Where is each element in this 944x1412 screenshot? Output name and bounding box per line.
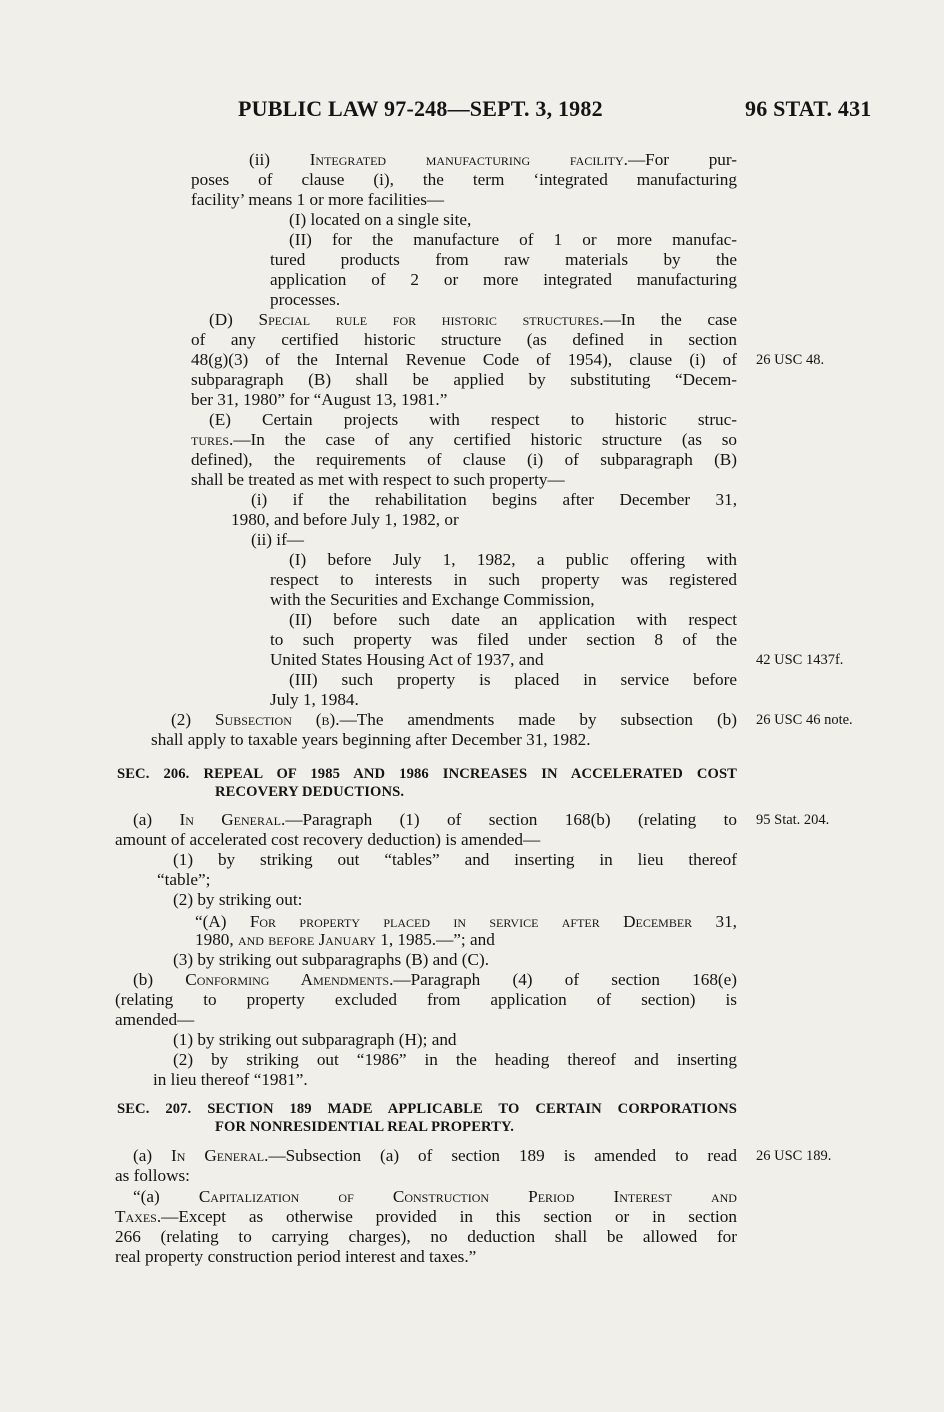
- margin-citation: 26 USC 46 note.: [756, 712, 853, 728]
- text-line: facility’ means 1 or more facilities—: [191, 190, 445, 209]
- text-line: tures.—In the case of any certified historic structure (as so: [191, 430, 737, 449]
- text-line: “table”;: [157, 870, 211, 889]
- text-line: SEC. 207. SECTION 189 MADE APPLICABLE TO CERTAIN CORPORATIONS: [117, 1101, 737, 1117]
- text-line: (a) In General.—Paragraph (1) of section 168(b) (relating to: [133, 810, 737, 829]
- text-line: (ii) Integrated manufacturing facility.—For pur-: [249, 150, 737, 169]
- text-line: ber 31, 1980” for “August 13, 1981.”: [191, 390, 448, 409]
- text-line: 1980, and before July 1, 1982, or: [231, 510, 459, 529]
- text-line: SEC. 206. REPEAL OF 1985 AND 1986 INCREASES IN ACCELERATED COST: [117, 766, 737, 782]
- text-line: (I) before July 1, 1982, a public offering with: [289, 550, 737, 569]
- running-head-title: PUBLIC LAW 97-248—SEPT. 3, 1982: [238, 96, 603, 121]
- text-line: of any certified historic structure (as defined in section: [191, 330, 737, 349]
- text-line: (a) In General.—Subsection (a) of section 189 is amended to read: [133, 1146, 737, 1165]
- text-line: shall apply to taxable years beginning after December 31, 1982.: [151, 730, 591, 749]
- text-line: (2) by striking out:: [173, 890, 303, 909]
- margin-citation: 26 USC 48.: [756, 352, 825, 368]
- text-line: (E) Certain projects with respect to historic struc-: [209, 410, 737, 429]
- text-line: defined), the requirements of clause (i) of subparagraph (B): [191, 450, 737, 469]
- text-line: (II) before such date an application with respect: [289, 610, 737, 629]
- text-line: (3) by striking out subparagraphs (B) and (C).: [173, 950, 489, 969]
- text-line: Taxes.—Except as otherwise provided in this section or in section: [115, 1207, 737, 1226]
- text-line: “(A) For property placed in service after December 31,: [195, 912, 737, 931]
- text-line: poses of clause (i), the term ‘integrated manufacturing: [191, 170, 737, 189]
- text-line: United States Housing Act of 1937, and: [270, 650, 544, 669]
- text-line: (b) Conforming Amendments.—Paragraph (4) of section 168(e): [133, 970, 737, 989]
- text-line: 266 (relating to carrying charges), no deduction shall be allowed for: [115, 1227, 737, 1246]
- text-line: application of 2 or more integrated manufacturing: [270, 270, 737, 289]
- margin-citation: 26 USC 189.: [756, 1148, 832, 1164]
- text-line: in lieu thereof “1981”.: [153, 1070, 308, 1089]
- text-line: (2) Subsection (b).—The amendments made by subsection (b): [171, 710, 737, 729]
- text-line: with the Securities and Exchange Commission,: [270, 590, 595, 609]
- text-line: subparagraph (B) shall be applied by substituting “Decem-: [191, 370, 737, 389]
- text-line: (2) by striking out “1986” in the heading thereof and inserting: [173, 1050, 737, 1069]
- text-line: as follows:: [115, 1166, 190, 1185]
- text-line: (D) Special rule for historic structures.—In the case: [209, 310, 737, 329]
- text-line: (I) located on a single site,: [289, 210, 472, 229]
- text-line: shall be treated as met with respect to such property—: [191, 470, 565, 489]
- text-line: (1) by striking out subparagraph (H); and: [173, 1030, 457, 1049]
- text-line: tured products from raw materials by the: [270, 250, 737, 269]
- text-line: 1980, and before January 1, 1985.—”; and: [195, 930, 495, 949]
- text-line: amount of accelerated cost recovery deduction) is amended—: [115, 830, 541, 849]
- running-head-page: 96 STAT. 431: [745, 96, 872, 121]
- text-line: processes.: [270, 290, 341, 309]
- text-line: (ii) if—: [251, 530, 304, 549]
- margin-citation: 42 USC 1437f.: [756, 652, 844, 668]
- text-line: FOR NONRESIDENTIAL REAL PROPERTY.: [215, 1119, 515, 1135]
- text-line: amended—: [115, 1010, 195, 1029]
- text-line: (i) if the rehabilitation begins after December 31,: [251, 490, 737, 509]
- margin-citation: 95 Stat. 204.: [756, 812, 830, 828]
- text-line: RECOVERY DEDUCTIONS.: [215, 784, 405, 800]
- text-line: (II) for the manufacture of 1 or more manufac-: [289, 230, 737, 249]
- text-line: 48(g)(3) of the Internal Revenue Code of 1954), clause (i) of: [191, 350, 737, 369]
- text-line: July 1, 1984.: [270, 690, 359, 709]
- text-line: respect to interests in such property was registered: [270, 570, 737, 589]
- text-line: real property construction period interest and taxes.”: [115, 1247, 477, 1266]
- text-line: (1) by striking out “tables” and inserting in lieu thereof: [173, 850, 737, 869]
- text-line: “(a) Capitalization of Construction Period Interest and: [133, 1187, 737, 1206]
- text-line: (III) such property is placed in service before: [289, 670, 737, 689]
- text-line: (relating to property excluded from application of section) is: [115, 990, 737, 1009]
- text-line: to such property was filed under section 8 of the: [270, 630, 737, 649]
